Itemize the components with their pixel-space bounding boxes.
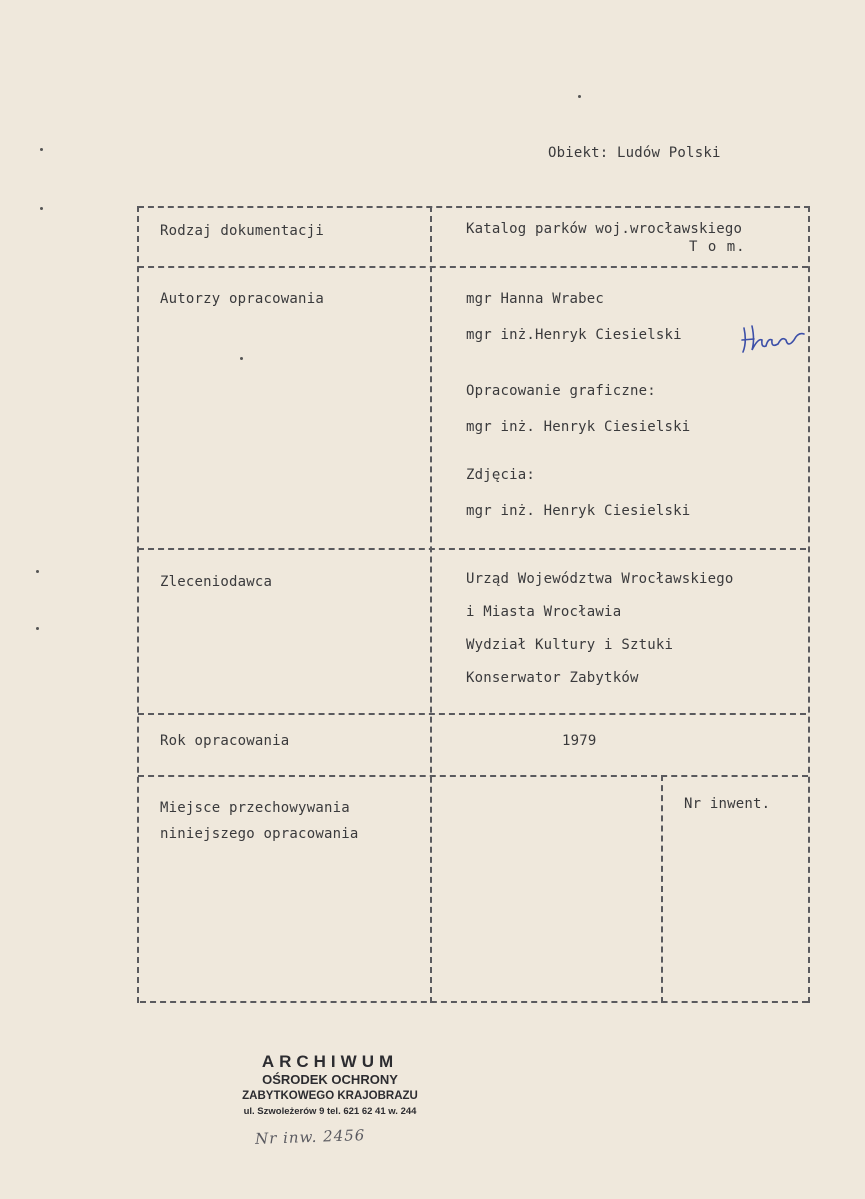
year-value: 1979 [562,733,597,749]
client-line: Wydział Kultury i Sztuki [466,637,674,653]
paper-speck [36,627,39,630]
table-row-divider [138,548,806,550]
client-line: Konserwator Zabytków [466,670,639,686]
stamp-line: ul. Szwoleżerów 9 tel. 621 62 41 w. 244 [243,1106,417,1117]
paper-speck [578,95,581,98]
volume-label: T o m. [689,239,746,255]
table-row-divider [138,266,808,268]
author-line: mgr Hanna Wrabec [466,291,605,307]
table-border-bottom [140,1001,808,1003]
table-border-top [138,206,810,208]
signature [738,318,808,358]
author-line: mgr inż. Henryk Ciesielski [466,419,691,435]
year-label: Rok opracowania [160,733,290,749]
paper-speck [36,570,39,573]
archive-stamp [225,1052,435,1120]
stamp-line: OŚRODEK OCHRONY [262,1072,398,1087]
paper-speck [40,207,43,210]
author-line: mgr inż.Henryk Ciesielski [466,327,682,343]
client-label: Zleceniodawca [160,574,273,590]
table-inventory-divider [661,775,663,1003]
table-border-right [808,206,810,1003]
storage-label: niniejszego opracowania [160,826,359,842]
author-line: Opracowanie graficzne: [466,383,656,399]
paper-speck [40,148,43,151]
stamp-line: ZABYTKOWEGO KRAJOBRAZU [242,1090,418,1102]
object-line: Obiekt: Ludów Polski [548,145,721,161]
storage-label: Miejsce przechowywania [160,800,350,816]
table-column-divider [430,206,432,1003]
author-line: mgr inż. Henryk Ciesielski [466,503,691,519]
authors-label: Autorzy opracowania [160,291,324,307]
stamp-line: ARCHIWUM [261,1052,399,1071]
client-line: i Miasta Wrocławia [466,604,622,620]
documentation-type-value: Katalog parków woj.wrocławskiego [466,221,743,237]
table-row-divider [138,713,806,715]
paper-speck [240,357,243,360]
table-row-divider [138,775,808,777]
author-line: Zdjęcia: [466,467,536,483]
documentation-type-label: Rodzaj dokumentacji [160,223,324,239]
handwritten-inventory-note: Nr inw. 2456 [254,1126,366,1148]
table-border-left [137,206,139,1003]
client-line: Urząd Województwa Wrocławskiego [466,571,734,587]
inventory-number-label: Nr inwent. [684,796,771,812]
